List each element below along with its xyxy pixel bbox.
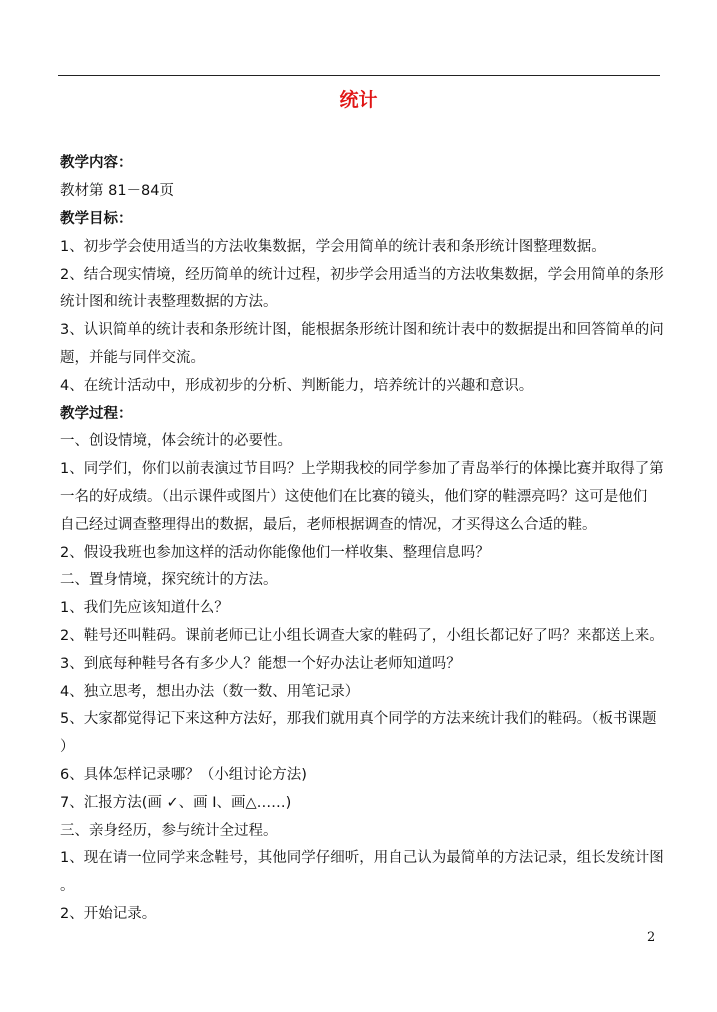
text-line: 一、创设情境，体会统计的必要性。 — [60, 433, 292, 449]
text-line: 三、亲身经历，参与统计全过程。 — [60, 823, 278, 839]
text-line: 6、具体怎样记录哪？（小组讨论方法) — [60, 767, 307, 783]
text-line: 2、开始记录。 — [60, 906, 157, 922]
text-line: 1、现在请一位同学来念鞋号，其他同学仔细听，用自己认为最简单的方法记录，组长发统计图 — [60, 850, 664, 866]
text-line: 自己经过调查整理得出的数据，最后，老师根据调查的情况，才买得这么合适的鞋。 — [60, 517, 597, 533]
text-line: 。 — [60, 878, 75, 894]
text-line: 4、独立思考，想出办法（数一数、用笔记录） — [60, 684, 360, 700]
text-line: 一名的好成绩。（出示课件或图片）这使他们在比赛的镜头，他们穿的鞋漂亮吗？这可是他们 — [60, 489, 648, 505]
text-line: 3、到底每种鞋号各有多少人？能想一个好办法让老师知道吗？ — [60, 656, 461, 672]
text-line: 1、初步学会使用适当的方法收集数据，学会用简单的统计表和条形统计图整理数据。 — [60, 239, 606, 255]
section-heading-process: 教学过程： — [60, 406, 133, 422]
text-line: 4、在统计活动中，形成初步的分析、判断能力，培养统计的兴趣和意识。 — [60, 378, 534, 394]
section-heading-goals: 教学目标： — [60, 211, 133, 227]
text-line: 3、认识简单的统计表和条形统计图，能根据条形统计图和统计表中的数据提出和回答简单的问 — [60, 322, 664, 338]
text-line: 1、我们先应该知道什么？ — [60, 600, 229, 616]
text-line: 题，并能与同伴交流。 — [60, 350, 205, 366]
page-title: 统计 — [339, 89, 378, 111]
text-line: 2、结合现实情境，经历简单的统计过程，初步学会用适当的方法收集数据，学会用简单的条形 — [60, 267, 664, 283]
page-number: 2 — [647, 930, 656, 945]
text-line: 7、汇报方法(画 ✓、画 I、画△……) — [60, 795, 292, 811]
section-heading-content: 教学内容： — [60, 155, 133, 171]
text-line: ） — [60, 739, 75, 755]
text-line: 2、鞋号还叫鞋码。课前老师已让小组长调查大家的鞋码了，小组长都记好了吗？来都送上来。 — [60, 628, 664, 644]
text-line: 教材第 81－84页 — [60, 183, 175, 199]
text-line: 1、同学们，你们以前表演过节目吗？上学期我校的同学参加了青岛举行的体操比赛并取得了第 — [60, 461, 664, 477]
text-line: 2、假设我班也参加这样的活动你能像他们一样收集、整理信息吗？ — [60, 545, 490, 561]
text-line: 统计图和统计表整理数据的方法。 — [60, 294, 278, 310]
text-line: 5、大家都觉得记下来这种方法好，那我们就用真个同学的方法来统计我们的鞋码。（板书课题 — [60, 711, 657, 727]
text-line: 二、置身情境，探究统计的方法。 — [60, 572, 278, 588]
header-rule — [58, 75, 660, 76]
